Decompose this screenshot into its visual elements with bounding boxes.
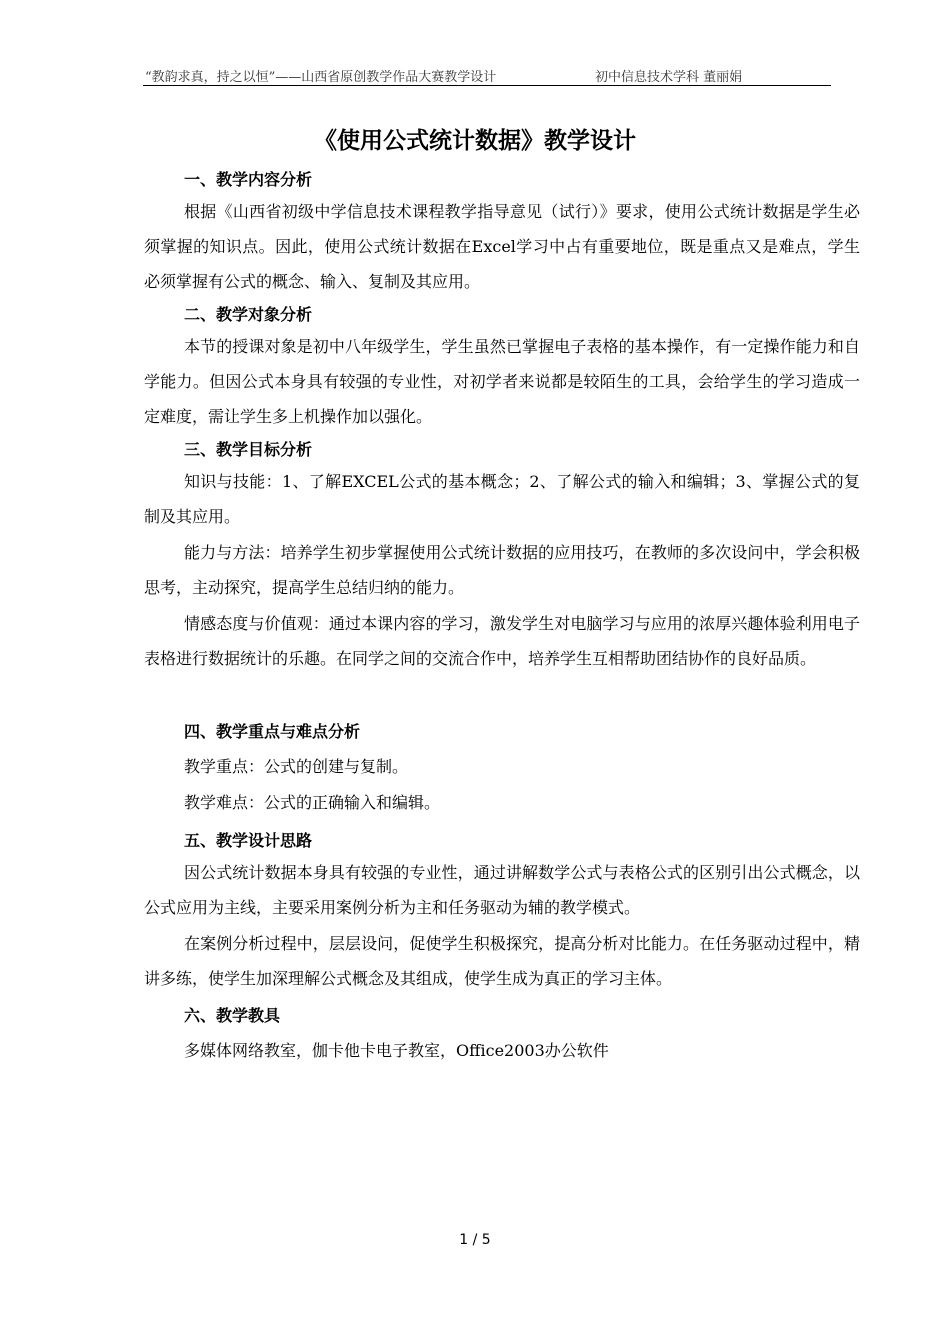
section-heading-key-points: 四、教学重点与难点分析 bbox=[184, 722, 361, 741]
paragraph-knowledge-skills: 知识与技能：1、了解EXCEL公式的基本概念；2、了解公式的输入和编辑；3、掌握公式的复制及其应用。 bbox=[144, 472, 860, 526]
paragraph-design-idea-1: 因公式统计数据本身具有较强的专业性，通过讲解数学公式与表格公式的区别引出公式概念，以公式应用为主线，主要采用案例分析为主和任务驱动为辅的教学模式。 bbox=[144, 863, 860, 917]
section-heading-design-idea: 五、教学设计思路 bbox=[184, 831, 313, 850]
header-right-text: 初中信息技术学科 董丽娟 bbox=[595, 70, 743, 85]
section-heading-goal-analysis: 三、教学目标分析 bbox=[184, 440, 313, 459]
difficult-point-line: 教学难点：公式的正确输入和编辑。 bbox=[184, 793, 441, 812]
paragraph-design-idea-2: 在案例分析过程中，层层设问，促使学生积极探究，提高分析对比能力。在任务驱动过程中，精讲多练，使学生加深理解公式概念及其组成，使学生成为真正的学习主体。 bbox=[144, 934, 860, 988]
header-left-text: “教韵求真，持之以恒”——山西省原创教学作品大赛教学设计 bbox=[145, 70, 497, 85]
paragraph-audience-analysis: 本节的授课对象是初中八年级学生，学生虽然已掌握电子表格的基本操作，有一定操作能力和自学能力。但因公式本身具有较强的专业性，对初学者来说都是较陌生的工具，会给学生的学习造成一定难度，需让学生多上机操作加以强化。 bbox=[144, 337, 860, 426]
section-heading-audience-analysis: 二、教学对象分析 bbox=[184, 305, 313, 324]
paragraph-content-analysis: 根据《山西省初级中学信息技术课程教学指导意见（试行）》要求，使用公式统计数据是学生必须掌握的知识点。因此，使用公式统计数据在Excel学习中占有重要地位，既是重点又是难点，学生必须掌握有公式的概念、输入、复制及其应用。 bbox=[144, 202, 860, 291]
section-heading-content-analysis: 一、教学内容分析 bbox=[184, 170, 313, 189]
page-header bbox=[143, 63, 831, 86]
paragraph-emotion-values: 情感态度与价值观：通过本课内容的学习，激发学生对电脑学习与应用的浓厚兴趣体验利用电子表格进行数据统计的乐趣。在同学之间的交流合作中，培养学生互相帮助团结协作的良好品质。 bbox=[144, 614, 860, 668]
key-point-line: 教学重点：公式的创建与复制。 bbox=[184, 757, 409, 776]
section-heading-teaching-tools: 六、教学教具 bbox=[184, 1006, 281, 1025]
paragraph-ability-method: 能力与方法：培养学生初步掌握使用公式统计数据的应用技巧，在教师的多次设问中，学会积极思考，主动探究，提高学生总结归纳的能力。 bbox=[144, 543, 860, 597]
page-number: 1 / 5 bbox=[459, 1232, 491, 1248]
document-title: 《使用公式统计数据》教学设计 bbox=[314, 128, 636, 154]
teaching-tools-line: 多媒体网络教室，伽卡他卡电子教室，Office2003办公软件 bbox=[184, 1041, 609, 1060]
